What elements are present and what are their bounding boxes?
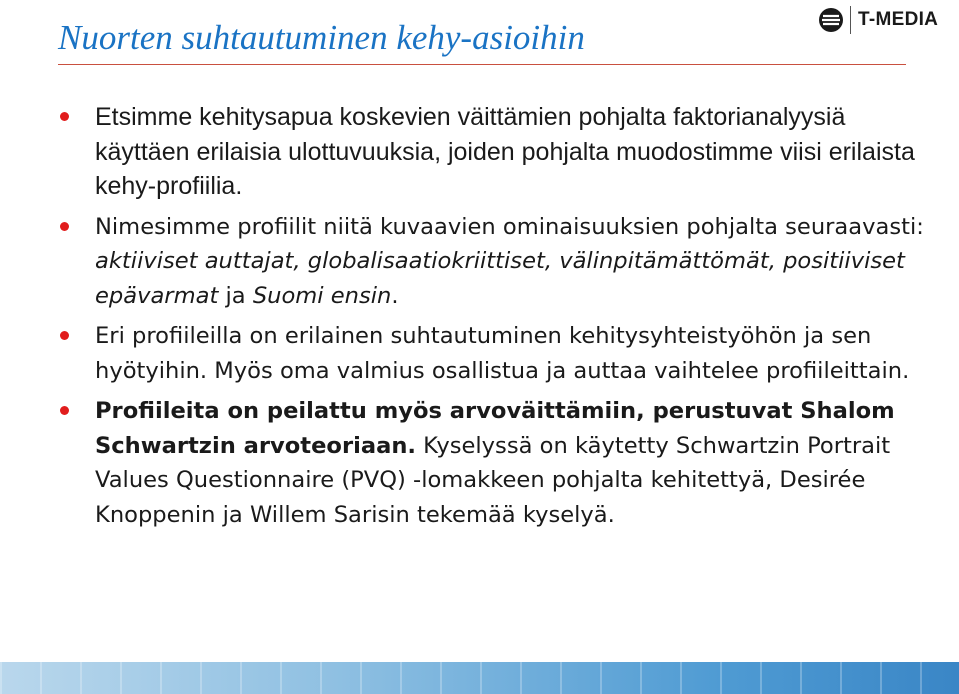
footer-stripes bbox=[0, 662, 959, 694]
bullet-dot-icon bbox=[60, 222, 69, 231]
bullet-item bbox=[58, 100, 928, 204]
bullet-text: Eri profiileilla on erilainen suhtautuminen kehitysyhteistyöhön ja sen hyötyihin. Myös oma valmius osallistua ja auttaa vaihtelee profiileittain. bbox=[95, 323, 910, 384]
bullet-text-bold: Profiileita on peilattu myös arvoväittämiin, perustuvat Shalom Schwartzin arvoteoriaan. bbox=[95, 398, 895, 459]
slide-title: Nuorten suhtautuminen kehy-asioihin bbox=[58, 18, 585, 57]
bullet-list bbox=[58, 100, 928, 538]
profile-name-last: Suomi ensin bbox=[252, 282, 392, 309]
bullet-text-and: ja bbox=[218, 282, 253, 309]
bullet-text bbox=[95, 210, 928, 314]
logo-text: T-MEDIA bbox=[858, 9, 939, 30]
profile-names: aktiiviset auttajat, globalisaatiokriittiset, välinpitämättömät, positiiviset epävarmat bbox=[95, 248, 905, 309]
bullet-item bbox=[58, 210, 928, 314]
logo bbox=[818, 2, 938, 38]
footer-band bbox=[0, 662, 959, 694]
bullet-text-end: . bbox=[391, 282, 399, 309]
logo-mark-icon bbox=[818, 7, 844, 33]
bullet-text-rest: Kyselyssä on käytetty Schwartzin Portrait Values Questionnaire (PVQ) -lomakkeen pohjalta kehitettyä, Desirée Knoppenin ja Willem Sarisin tekemää kyselyä. bbox=[95, 432, 891, 528]
bullet-dot-icon bbox=[60, 331, 69, 340]
bullet-item bbox=[58, 394, 928, 532]
logo-separator bbox=[850, 6, 851, 34]
title-underline bbox=[58, 64, 906, 65]
bullet-text: Etsimme kehitysapua koskevien väittämien pohjalta faktorianalyysiä käyttäen erilaisia ulottuvuuksia, joiden pohjalta muodostimme viisi erilaista kehy-profiilia. bbox=[95, 103, 915, 200]
bullet-text-intro: Nimesimme profiilit niitä kuvaavien ominaisuuksien pohjalta seuraavasti: bbox=[95, 213, 924, 240]
bullet-item bbox=[58, 319, 928, 388]
bullet-dot-icon bbox=[60, 406, 69, 415]
bullet-text bbox=[95, 394, 928, 532]
bullet-dot-icon bbox=[60, 112, 69, 121]
